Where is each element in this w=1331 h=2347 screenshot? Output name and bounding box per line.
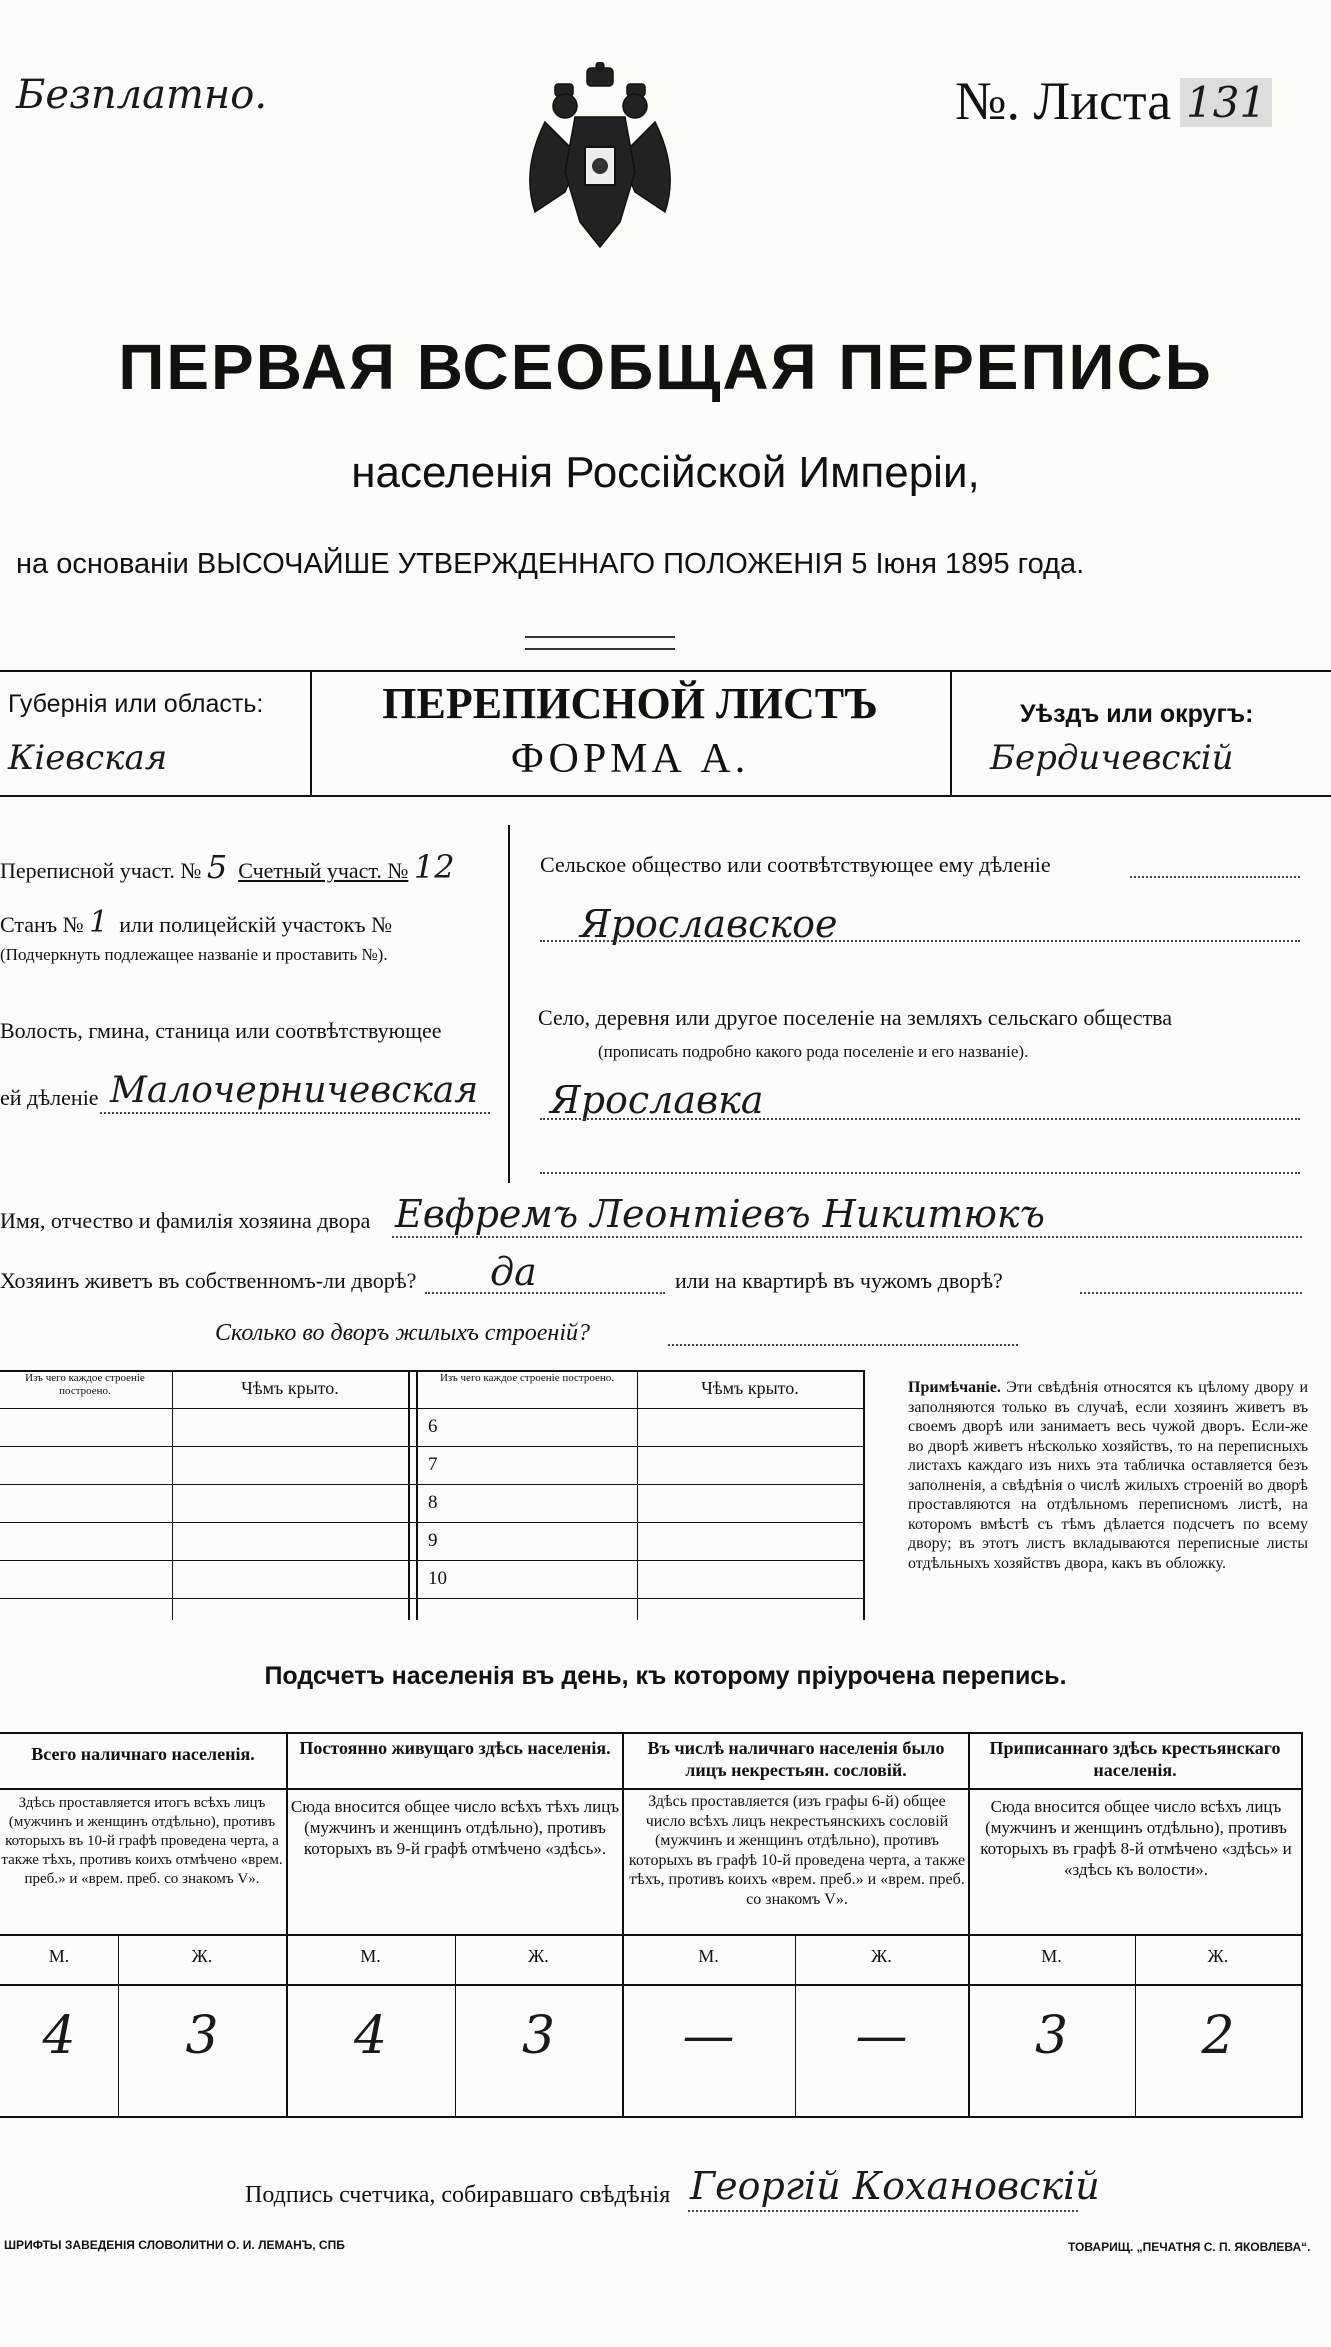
count-title: Подсчетъ населенія въ день, къ которому пріурочена перепись. bbox=[264, 1662, 1067, 1690]
count-value-f: 3 bbox=[185, 2006, 219, 2066]
f-label: Ж. bbox=[528, 1946, 549, 1966]
m-label: М. bbox=[360, 1946, 381, 1966]
m-label: М. bbox=[48, 1946, 70, 1966]
own-yard-label: Хозяинъ живетъ въ собственномъ-ли дворѣ? bbox=[0, 1268, 417, 1293]
count-col-header: Приписаннаго здѣсь крестьянскаго населенія. bbox=[989, 1738, 1281, 1780]
note-block bbox=[908, 1378, 1308, 1573]
count-col-desc: Здѣсь проставляется итогъ всѣхъ лицъ (мужчинъ и женщинъ отдѣльно), противъ которыхъ въ 10-й графѣ проведена черта, а также тѣхъ, противъ коихъ отмѣчено «врем. преб.» и «врем. преб. со знакомъ V». bbox=[1, 1795, 283, 1887]
census-area-label: Переписной участ. № bbox=[0, 858, 202, 883]
count-area-value: 12 bbox=[413, 848, 455, 886]
free-label: Безплатно. bbox=[16, 72, 268, 118]
count-value-f: 2 bbox=[1201, 2006, 1235, 2066]
f-label: Ж. bbox=[191, 1946, 213, 1966]
count-area-label: Счетный участ. № bbox=[238, 858, 409, 883]
table-row: 10 bbox=[428, 1568, 447, 1589]
province-value: Кіевская bbox=[8, 738, 168, 778]
district-label: Уѣздъ или округъ: bbox=[1020, 700, 1254, 728]
table-row: 6 bbox=[428, 1416, 438, 1437]
count-col-header: Постоянно живущаго здѣсь населенія. bbox=[299, 1738, 611, 1758]
society-value: Ярославское bbox=[580, 902, 838, 946]
count-value-m: 4 bbox=[42, 2006, 76, 2066]
count-value-m: 3 bbox=[1034, 2006, 1069, 2066]
village-note: (прописать подробно какого рода поселеніе и его названіе). bbox=[598, 1042, 1029, 1061]
form-label: ФОРМА А. bbox=[510, 736, 750, 782]
underline-note: (Подчеркнуть подлежащее названіе и проставить №). bbox=[0, 945, 388, 964]
buildings-label: Сколько во дворъ жилыхъ строеній? bbox=[215, 1320, 590, 1346]
f-label: Ж. bbox=[871, 1946, 892, 1966]
division-label: ей дѣленіе bbox=[0, 1085, 99, 1110]
village-label: Село, деревня или другое поселеніе на земляхъ сельскаго общества bbox=[538, 1005, 1173, 1030]
note-title: Примѣчаніе. bbox=[908, 1379, 1001, 1396]
count-value-m: 4 bbox=[353, 2006, 388, 2066]
sheet-number: 131 bbox=[1180, 78, 1272, 127]
count-col-header: Въ числѣ наличнаго населенія было лицъ некрестьян. сословій. bbox=[647, 1738, 945, 1780]
table-row: 8 bbox=[428, 1492, 438, 1513]
owner-name-value: Евфремъ Леонтіевъ Никитюкъ bbox=[395, 1192, 1045, 1236]
note-text: Эти свѣдѣнія относятся къ цѣлому двору и заполняются только въ случаѣ, если хозяинъ живетъ въ своемъ дворѣ или занимаетъ весь чужой дворъ. Если-же во дворѣ живетъ нѣсколько хозяйствъ, то на переписныхъ листахъ каждаго изъ нихъ эта табличка оставляется безъ заполненія, а свѣдѣнія о числѣ жилыхъ строеній во дворѣ проставляются на отдѣльномъ переписномъ листѣ, на которомъ вмѣстѣ съ тѣмъ дѣлается подсчетъ по всему двору; въ этотъ листъ вкладываются переписные листы отдѣльныхъ хозяйствъ двора, какъ въ обложку. bbox=[908, 1379, 1309, 1572]
society-label: Сельское общество или соотвѣтствующее ему дѣленіе bbox=[540, 852, 1051, 877]
printer-right: ТОВАРИЩ. „ПЕЧАТНЯ С. П. ЯКОВЛЕВА“. bbox=[1068, 2240, 1311, 2254]
police-label: или полицейскій участокъ № bbox=[119, 912, 393, 937]
form-name: ПЕРЕПИСНОЙ ЛИСТЪ bbox=[382, 679, 878, 728]
count-col-desc: Сюда вносится общее число всѣхъ лицъ (мужчинъ и женщинъ отдѣльно), противъ которыхъ въ графѣ 8-й отмѣчено «здѣсь» и «здѣсь къ волости». bbox=[980, 1797, 1292, 1879]
count-col-header: Всего наличнаго населенія. bbox=[31, 1744, 255, 1764]
col-roof-right: Чѣмъ крыто. bbox=[701, 1378, 799, 1398]
printer-left: ШРИФТЫ ЗАВЕДЕНІЯ СЛОВОЛИТНИ О. И. ЛЕМАНЪ, СПБ bbox=[4, 2238, 345, 2252]
stan-label: Станъ № bbox=[0, 912, 84, 937]
signature-value: Георгій Кохановскій bbox=[690, 2164, 1100, 2208]
col-roof-left: Чѣмъ крыто. bbox=[241, 1378, 339, 1398]
imperial-eagle-emblem bbox=[525, 62, 675, 262]
m-label: М. bbox=[698, 1946, 719, 1966]
population-count-table bbox=[0, 1732, 1303, 2118]
count-col-desc: Сюда вносится общее число всѣхъ тѣхъ лицъ (мужчинъ и женщинъ отдѣльно), противъ которыхъ въ 9-й графѣ отмѣчено «здѣсь». bbox=[290, 1797, 620, 1858]
rented-label: или на квартирѣ въ чужомъ дворѣ? bbox=[675, 1268, 1003, 1293]
buildings-table bbox=[0, 1370, 865, 1620]
census-area-value: 5 bbox=[206, 848, 228, 886]
own-yard-value: да bbox=[490, 1250, 537, 1294]
sheet-label: №. Листа bbox=[955, 71, 1172, 131]
col-material-left: Изъ чего каждое строеніе построено. bbox=[25, 1372, 145, 1397]
signature-label: Подпись счетчика, собиравшаго свѣдѣнія bbox=[245, 2182, 671, 2208]
table-row: 9 bbox=[428, 1530, 438, 1551]
page-subtitle: населенія Россійской Имперіи, bbox=[351, 448, 980, 497]
district-value: Бердичевскій bbox=[990, 738, 1234, 778]
page-title: ПЕРВАЯ ВСЕОБЩАЯ ПЕРЕПИСЬ bbox=[118, 331, 1213, 403]
legal-basis: на основаніи ВЫСОЧАЙШЕ УТВЕРЖДЕННАГО ПОЛОЖЕНІЯ 5 Іюня 1895 года. bbox=[16, 548, 1085, 580]
count-value-m: — bbox=[682, 2006, 735, 2066]
stan-value: 1 bbox=[89, 905, 109, 940]
ornament-divider bbox=[525, 636, 675, 650]
count-col-desc: Здѣсь проставляется (изъ графы 6-й) общее число всѣхъ лицъ некрестьянскихъ сословій (мужчинъ и женщинъ отдѣльно), противъ которыхъ въ графѣ 10-й проведена черта, а также тѣхъ, противъ коихъ «врем. преб.» и «врем. преб. со знакомъ V». bbox=[628, 1793, 966, 1908]
f-label: Ж. bbox=[1207, 1946, 1229, 1966]
owner-name-label: Имя, отчество и фамилія хозяина двора bbox=[0, 1208, 371, 1233]
province-label: Губернія или область: bbox=[8, 690, 264, 718]
division-value: Малочерничевская bbox=[110, 1070, 479, 1111]
col-material-right: Изъ чего каждое строеніе построено. bbox=[439, 1372, 615, 1384]
count-value-f: — bbox=[855, 2006, 908, 2066]
count-value-f: 3 bbox=[521, 2006, 556, 2066]
volost-label: Волость, гмина, станица или соотвѣтствующее bbox=[0, 1018, 442, 1043]
table-row: 7 bbox=[428, 1454, 438, 1475]
m-label: М. bbox=[1041, 1946, 1062, 1966]
village-value: Ярославка bbox=[550, 1078, 764, 1122]
